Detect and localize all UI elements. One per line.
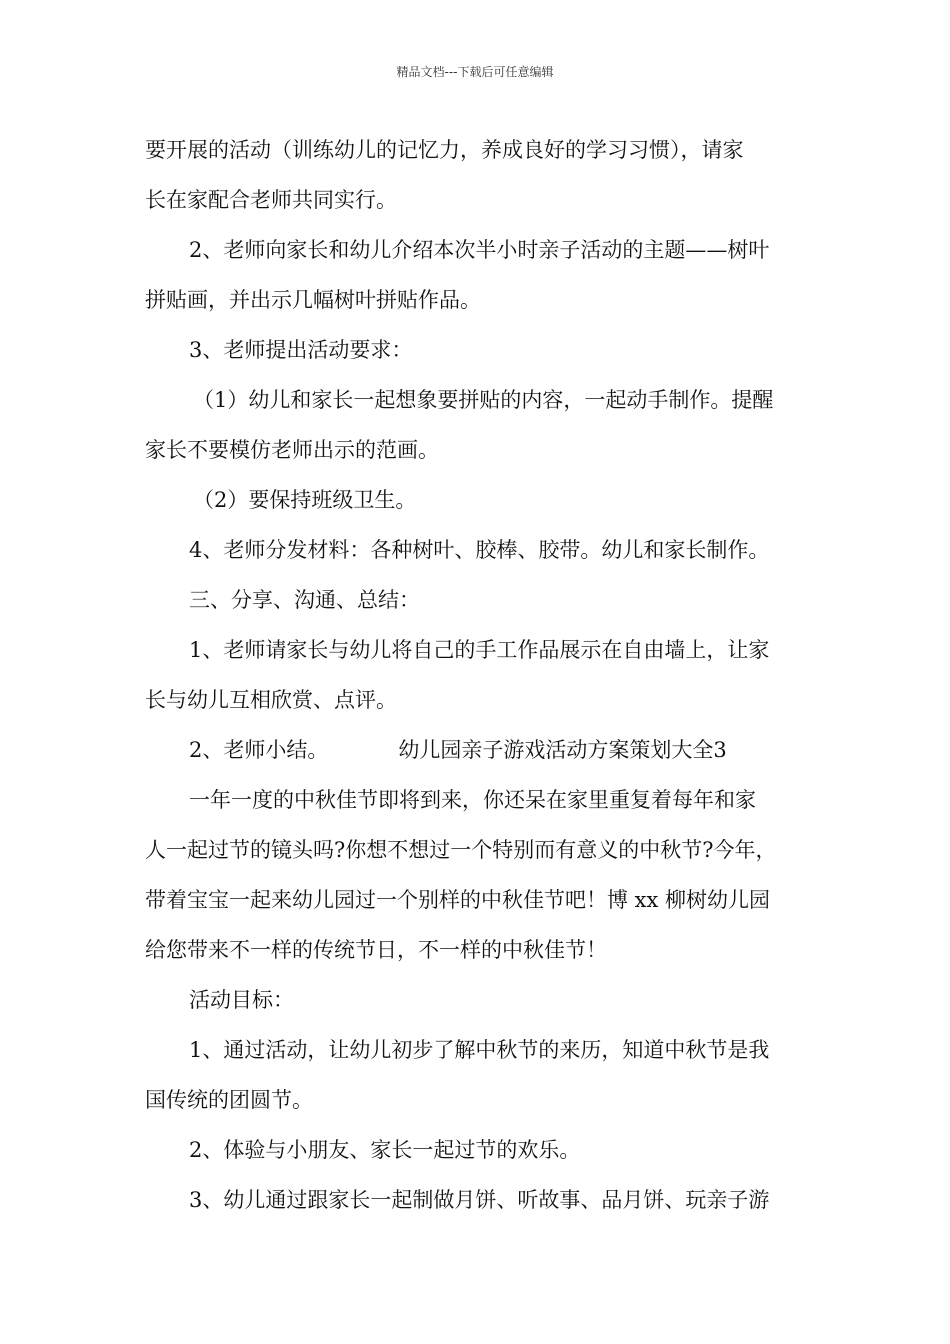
text-line: 三、分享、沟通、总结： bbox=[189, 588, 420, 612]
text-line: （1）幼儿和家长一起想象要拼贴的内容，一起动手制作。提醒 bbox=[193, 388, 774, 412]
text-line: 给您带来不一样的传统节日，不一样的中秋佳节！ bbox=[145, 938, 607, 962]
document-body bbox=[145, 125, 810, 1225]
text-line: 家长不要模仿老师出示的范画。 bbox=[145, 438, 439, 462]
text-line: 2、体验与小朋友、家长一起过节的欢乐。 bbox=[189, 1138, 581, 1162]
section-title: 幼儿园亲子游戏活动方案策划大全3 bbox=[398, 738, 727, 762]
text-line: 长在家配合老师共同实行。 bbox=[145, 188, 397, 212]
text-line: 一年一度的中秋佳节即将到来，你还呆在家里重复着每年和家 bbox=[189, 788, 756, 812]
text-line: 3、老师提出活动要求： bbox=[189, 338, 413, 362]
text-line: 3、幼儿通过跟家长一起制做月饼、听故事、品月饼、玩亲子游 bbox=[189, 1188, 770, 1212]
text-line: （2）要保持班级卫生。 bbox=[193, 488, 417, 512]
text-line: 4、老师分发材料：各种树叶、胶棒、胶带。幼儿和家长制作。 bbox=[189, 538, 770, 562]
page-header: 精品文档---下载后可任意编辑 bbox=[396, 65, 554, 79]
text-line bbox=[145, 725, 810, 775]
text-line: 1、老师请家长与幼儿将自己的手工作品展示在自由墙上，让家 bbox=[189, 638, 770, 662]
text-line: 拼贴画，并出示几幅树叶拼贴作品。 bbox=[145, 288, 481, 312]
text-line: 要开展的活动（训练幼儿的记忆力，养成良好的学习习惯），请家 bbox=[145, 138, 744, 162]
text-line: 人一起过节的镜头吗?你想不想过一个特别而有意义的中秋节?今年， bbox=[145, 838, 777, 862]
text-fragment: 2、老师小结。 bbox=[189, 738, 329, 762]
text-line: 2、老师向家长和幼儿介绍本次半小时亲子活动的主题——树叶 bbox=[189, 238, 770, 262]
text-line: 1、通过活动，让幼儿初步了解中秋节的来历，知道中秋节是我 bbox=[189, 1038, 770, 1062]
text-line: 活动目标： bbox=[189, 988, 294, 1012]
text-line: 带着宝宝一起来幼儿园过一个别样的中秋佳节吧！博 xx 柳树幼儿园 bbox=[145, 888, 771, 912]
text-line: 国传统的团圆节。 bbox=[145, 1088, 313, 1112]
text-line: 长与幼儿互相欣赏、点评。 bbox=[145, 688, 397, 712]
